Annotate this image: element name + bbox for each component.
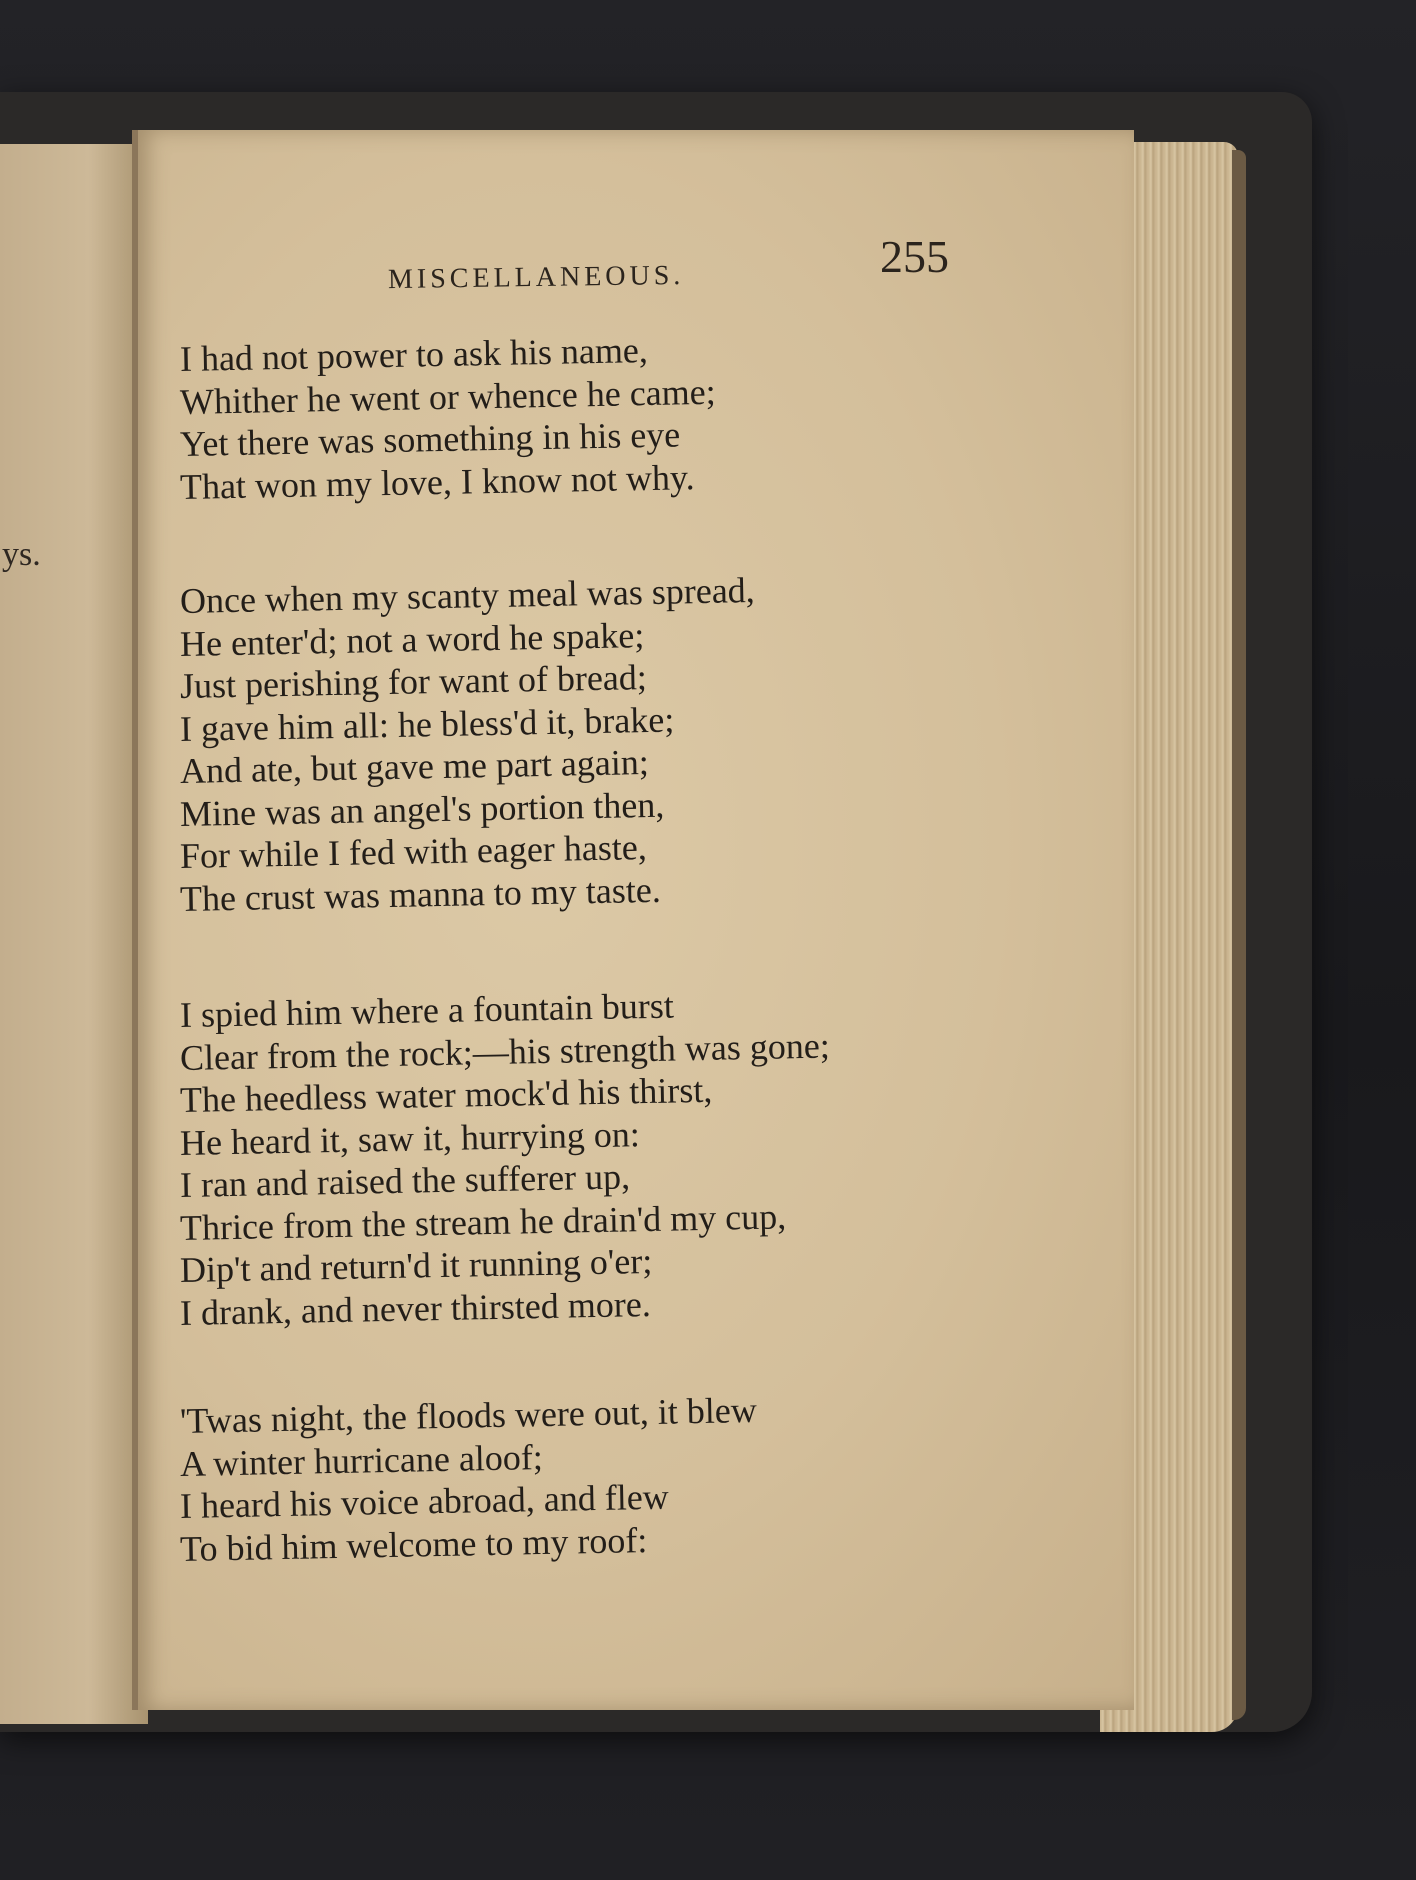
verse-line: Yet there was something in his eye — [179, 414, 681, 464]
verse-line: To bid him welcome to my roof: — [179, 1519, 648, 1569]
stanza-1 — [179, 330, 717, 508]
verse-line: Clear from the rock;—his strength was gone; — [179, 1025, 831, 1078]
verse-line: Mine was an angel's portion then, — [179, 784, 665, 834]
verse-line: I heard his voice abroad, and flew — [179, 1476, 670, 1526]
verse-line: He heard it, saw it, hurrying on: — [179, 1113, 641, 1163]
verse-line: I ran and raised the sufferer up, — [179, 1156, 631, 1205]
verse-line: I drank, and never thirsted more. — [179, 1283, 652, 1333]
verse-line: For while I fed with eager haste, — [179, 827, 648, 876]
verse-line: The heedless water mock'd his thirst, — [179, 1069, 713, 1120]
verse-line: Whither he went or whence he came; — [179, 371, 717, 422]
verse-line: 'Twas night, the floods were out, it blew — [179, 1389, 758, 1441]
verse-line: That won my love, I know not why. — [179, 456, 695, 507]
verse-line: I gave him all: he bless'd it, brake; — [179, 699, 675, 749]
stanza-2 — [179, 569, 756, 920]
verse-line: Once when my scanty meal was spread, — [179, 569, 756, 621]
stanza-3 — [179, 985, 831, 1334]
verse-line: He enter'd; not a word he spake; — [179, 614, 645, 664]
verse-line: And ate, but gave me part again; — [179, 742, 650, 791]
verse-line: A winter hurricane aloof; — [179, 1436, 544, 1484]
cover-edge — [1232, 150, 1246, 1720]
verse-line: Dip't and return'd it running o'er; — [179, 1240, 653, 1290]
left-page-fragment: ys. — [2, 536, 41, 573]
verse-line: The crust was manna to my taste. — [179, 869, 662, 919]
stanza-4 — [179, 1389, 758, 1570]
page-number: 255 — [880, 231, 949, 282]
verse-line: Just perishing for want of bread; — [179, 657, 648, 706]
running-head: MISCELLANEOUS. — [387, 259, 685, 296]
verse-line: Thrice from the stream he drain'd my cup, — [179, 1195, 787, 1248]
verse-line: I spied him where a fountain burst — [179, 985, 675, 1035]
left-page — [0, 144, 148, 1724]
verse-line: I had not power to ask his name, — [179, 330, 649, 379]
